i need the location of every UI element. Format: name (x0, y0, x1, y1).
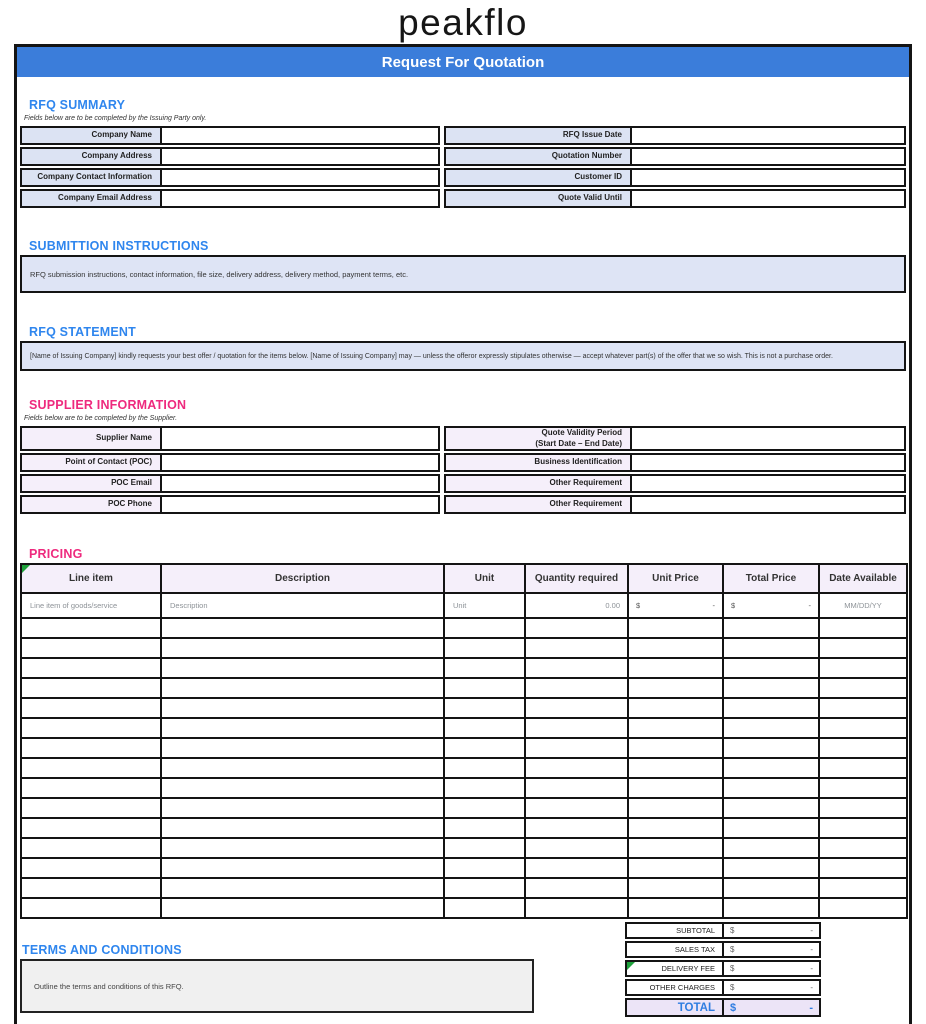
pricing-empty-row (21, 698, 907, 718)
pricing-empty-row (21, 718, 907, 738)
sales-tax-value[interactable]: $ - (730, 945, 813, 954)
pricing-empty-row (21, 878, 907, 898)
total-price-cell[interactable] (723, 718, 819, 738)
unit-cell[interactable] (444, 638, 525, 658)
unit-price-cell[interactable] (628, 818, 723, 838)
date-available-cell[interactable] (819, 678, 907, 698)
company-contact-field[interactable] (162, 170, 438, 185)
quantity-cell[interactable] (525, 638, 628, 658)
description-cell[interactable] (161, 898, 444, 918)
business-identification-field[interactable] (632, 455, 904, 470)
total-price-cell[interactable] (723, 758, 819, 778)
submission-instructions-heading: SUBMITTION INSTRUCTIONS (29, 239, 209, 253)
pricing-heading: PRICING (29, 547, 83, 561)
subtotal-row (625, 922, 821, 939)
pricing-table (20, 563, 908, 919)
total-price-cell[interactable] (723, 898, 819, 918)
terms-and-conditions-box[interactable] (20, 959, 534, 1013)
unit-price-cell[interactable]: $ - (628, 593, 723, 618)
pricing-empty-row (21, 818, 907, 838)
pricing-empty-row (21, 678, 907, 698)
unit-cell[interactable] (444, 838, 525, 858)
line-item-cell[interactable] (21, 678, 161, 698)
document-title: Request For Quotation (381, 53, 545, 71)
business-identification-label: Business Identification (446, 455, 632, 470)
unit-price-cell[interactable] (628, 738, 723, 758)
sales-tax-label: SALES TAX (627, 943, 724, 956)
unit-price-column-header: Unit Price (628, 564, 723, 593)
rfq-summary-heading: RFQ SUMMARY (29, 98, 126, 112)
line-item-cell[interactable] (21, 818, 161, 838)
company-email-label: Company Email Address (22, 191, 162, 206)
unit-price-cell[interactable] (628, 758, 723, 778)
quantity-cell[interactable] (525, 898, 628, 918)
rfq-statement-heading: RFQ STATEMENT (29, 325, 136, 339)
rfq-summary-fields (20, 126, 906, 208)
line-item-cell[interactable] (21, 718, 161, 738)
total-price-cell[interactable] (723, 818, 819, 838)
rfq-statement-text: [Name of Issuing Company] kindly requests your best offer / quotation for the items below. [Name of Issuing Company] may — unless the offeror expressly stipulates otherwise — accept whatever part(s) of the offer that we so wish. This is not a purchase order. (30, 352, 833, 360)
rfq-document (14, 44, 912, 1024)
totals-block (625, 922, 821, 1019)
submission-instructions-box[interactable] (20, 255, 906, 293)
poc-email-label: POC Email (22, 476, 162, 491)
line-item-cell[interactable] (21, 638, 161, 658)
other-requirement-1-field[interactable] (632, 476, 904, 491)
supplier-name-label: Supplier Name (22, 428, 162, 449)
description-cell[interactable] (161, 818, 444, 838)
quote-validity-period-field[interactable] (632, 428, 904, 449)
description-cell[interactable] (161, 678, 444, 698)
poc-email-field[interactable] (162, 476, 438, 491)
quantity-cell[interactable] (525, 738, 628, 758)
delivery-fee-row (625, 960, 821, 977)
pricing-empty-row (21, 658, 907, 678)
quote-valid-until-label: Quote Valid Until (446, 191, 632, 206)
company-email-field[interactable] (162, 191, 438, 206)
supplier-row (20, 453, 906, 472)
unit-price-cell[interactable] (628, 658, 723, 678)
unit-price-cell[interactable] (628, 898, 723, 918)
unit-cell[interactable] (444, 758, 525, 778)
quantity-cell[interactable] (525, 818, 628, 838)
total-price-cell[interactable] (723, 658, 819, 678)
description-cell[interactable] (161, 858, 444, 878)
line-item-cell[interactable] (21, 858, 161, 878)
date-available-cell[interactable] (819, 718, 907, 738)
quantity-column-header: Quantity required (525, 564, 628, 593)
pricing-table-body (21, 593, 907, 918)
customer-id-field[interactable] (632, 170, 904, 185)
peakflo-logo: peakflo (398, 2, 528, 43)
total-price-cell[interactable] (723, 798, 819, 818)
pricing-empty-row (21, 898, 907, 918)
supplier-information-heading: SUPPLIER INFORMATION (29, 398, 187, 412)
rfq-issue-date-field[interactable] (632, 128, 904, 143)
unit-cell[interactable] (444, 798, 525, 818)
quantity-cell[interactable] (525, 838, 628, 858)
submission-instructions-text: RFQ submission instructions, contact information, file size, delivery address, delivery method, payment terms, etc. (30, 269, 409, 279)
date-available-column-header: Date Available (819, 564, 907, 593)
description-cell[interactable] (161, 718, 444, 738)
summary-row (20, 126, 906, 145)
line-item-cell[interactable] (21, 798, 161, 818)
pricing-empty-row (21, 858, 907, 878)
unit-cell[interactable] (444, 618, 525, 638)
line-item-cell[interactable] (21, 758, 161, 778)
date-available-cell[interactable] (819, 798, 907, 818)
unit-cell[interactable] (444, 658, 525, 678)
description-cell[interactable] (161, 618, 444, 638)
poc-field[interactable] (162, 455, 438, 470)
date-available-cell[interactable] (819, 738, 907, 758)
delivery-fee-label: DELIVERY FEE (627, 962, 724, 975)
quantity-cell[interactable] (525, 678, 628, 698)
poc-label: Point of Contact (POC) (22, 455, 162, 470)
description-cell[interactable] (161, 698, 444, 718)
unit-cell[interactable] (444, 778, 525, 798)
line-item-cell[interactable] (21, 778, 161, 798)
quantity-cell[interactable] (525, 778, 628, 798)
unit-cell[interactable] (444, 698, 525, 718)
total-price-cell[interactable] (723, 838, 819, 858)
quantity-cell[interactable] (525, 618, 628, 638)
line-item-cell[interactable] (21, 898, 161, 918)
total-price-cell[interactable] (723, 778, 819, 798)
unit-price-cell[interactable] (628, 838, 723, 858)
line-item-cell[interactable] (21, 698, 161, 718)
supplier-information-note: Fields below are to be completed by the Supplier. (24, 415, 178, 422)
date-available-cell[interactable] (819, 858, 907, 878)
pricing-empty-row (21, 838, 907, 858)
unit-price-cell[interactable] (628, 638, 723, 658)
line-item-column-header: Line item (21, 564, 161, 593)
description-cell[interactable] (161, 778, 444, 798)
grand-total-value[interactable]: $ - (730, 1001, 813, 1014)
supplier-row (20, 474, 906, 493)
terms-and-conditions-heading: TERMS AND CONDITIONS (22, 943, 182, 957)
pricing-empty-row (21, 778, 907, 798)
line-item-cell[interactable] (21, 878, 161, 898)
quantity-cell[interactable] (525, 878, 628, 898)
description-cell[interactable] (161, 638, 444, 658)
grand-total-label: TOTAL (627, 1000, 724, 1015)
pricing-empty-row (21, 738, 907, 758)
unit-price-cell[interactable] (628, 858, 723, 878)
line-item-cell[interactable] (21, 618, 161, 638)
quotation-number-label: Quotation Number (446, 149, 632, 164)
poc-phone-label: POC Phone (22, 497, 162, 512)
pricing-empty-row (21, 798, 907, 818)
subtotal-value[interactable]: $ - (730, 926, 813, 935)
grand-total-row (625, 998, 821, 1017)
supplier-name-field[interactable] (162, 428, 438, 449)
total-price-cell[interactable] (723, 878, 819, 898)
quantity-cell[interactable] (525, 658, 628, 678)
pricing-empty-row (21, 618, 907, 638)
description-cell[interactable] (161, 738, 444, 758)
other-requirement-2-label: Other Requirement (446, 497, 632, 512)
total-price-column-header: Total Price (723, 564, 819, 593)
other-charges-value[interactable]: $ - (730, 983, 813, 992)
unit-price-cell[interactable] (628, 778, 723, 798)
rfq-summary-note: Fields below are to be completed by the Issuing Party only. (24, 115, 207, 122)
total-price-cell[interactable] (723, 698, 819, 718)
description-cell[interactable]: Description (161, 593, 444, 618)
delivery-fee-value[interactable]: $ - (730, 964, 813, 973)
summary-row (20, 147, 906, 166)
unit-cell[interactable] (444, 738, 525, 758)
line-item-cell[interactable] (21, 738, 161, 758)
total-price-cell[interactable] (723, 858, 819, 878)
sales-tax-row (625, 941, 821, 958)
supplier-row (20, 495, 906, 514)
unit-price-cell[interactable] (628, 798, 723, 818)
quantity-cell[interactable] (525, 758, 628, 778)
company-name-label: Company Name (22, 128, 162, 143)
poc-phone-field[interactable] (162, 497, 438, 512)
date-available-cell[interactable] (819, 778, 907, 798)
description-cell[interactable] (161, 758, 444, 778)
date-available-cell[interactable] (819, 758, 907, 778)
customer-id-label: Customer ID (446, 170, 632, 185)
date-available-cell[interactable] (819, 818, 907, 838)
unit-cell[interactable] (444, 718, 525, 738)
unit-price-cell[interactable] (628, 678, 723, 698)
company-address-field[interactable] (162, 149, 438, 164)
bottom-section (20, 920, 906, 1024)
date-available-cell[interactable] (819, 878, 907, 898)
description-cell[interactable] (161, 878, 444, 898)
quote-validity-period-label: Quote Validity Period (Start Date – End Date) (446, 428, 632, 449)
summary-row (20, 189, 906, 208)
other-requirement-2-field[interactable] (632, 497, 904, 512)
quotation-number-field[interactable] (632, 149, 904, 164)
pricing-empty-row (21, 638, 907, 658)
unit-price-cell[interactable] (628, 718, 723, 738)
quote-valid-until-field[interactable] (632, 191, 904, 206)
quantity-cell[interactable] (525, 858, 628, 878)
line-item-cell[interactable] (21, 838, 161, 858)
pricing-header-row (21, 564, 907, 593)
date-available-cell[interactable] (819, 898, 907, 918)
other-charges-row (625, 979, 821, 996)
date-available-cell[interactable] (819, 638, 907, 658)
company-contact-label: Company Contact Information (22, 170, 162, 185)
other-charges-label: OTHER CHARGES (627, 981, 724, 994)
subtotal-label: SUBTOTAL (627, 924, 724, 937)
description-cell[interactable] (161, 658, 444, 678)
company-name-field[interactable] (162, 128, 438, 143)
line-item-cell[interactable] (21, 658, 161, 678)
terms-and-conditions-text: Outline the terms and conditions of this RFQ. (34, 981, 184, 991)
description-column-header: Description (161, 564, 444, 593)
date-available-cell[interactable] (819, 658, 907, 678)
total-price-cell[interactable] (723, 738, 819, 758)
date-available-cell[interactable]: MM/DD/YY (819, 593, 907, 618)
summary-row (20, 168, 906, 187)
date-available-cell[interactable] (819, 618, 907, 638)
quantity-cell[interactable] (525, 718, 628, 738)
total-price-cell[interactable] (723, 678, 819, 698)
supplier-row (20, 426, 906, 451)
quantity-cell[interactable]: 0.00 (525, 593, 628, 618)
unit-cell[interactable] (444, 858, 525, 878)
quantity-cell[interactable] (525, 798, 628, 818)
pricing-placeholder-row (21, 593, 907, 618)
line-item-cell[interactable]: Line item of goods/service (21, 593, 161, 618)
description-cell[interactable] (161, 838, 444, 858)
unit-cell[interactable] (444, 818, 525, 838)
total-price-cell[interactable] (723, 618, 819, 638)
unit-price-cell[interactable] (628, 698, 723, 718)
rfq-statement-box[interactable] (20, 341, 906, 371)
unit-cell[interactable]: Unit (444, 593, 525, 618)
unit-column-header: Unit (444, 564, 525, 593)
supplier-information-fields (20, 426, 906, 514)
cell-error-triangle-icon (627, 962, 635, 970)
title-banner (17, 47, 909, 77)
unit-cell[interactable] (444, 898, 525, 918)
unit-cell[interactable] (444, 878, 525, 898)
description-cell[interactable] (161, 798, 444, 818)
date-available-cell[interactable] (819, 838, 907, 858)
other-requirement-1-label: Other Requirement (446, 476, 632, 491)
quantity-cell[interactable] (525, 698, 628, 718)
unit-price-cell[interactable] (628, 618, 723, 638)
cell-error-triangle-icon (22, 565, 30, 573)
unit-price-cell[interactable] (628, 878, 723, 898)
rfq-issue-date-label: RFQ Issue Date (446, 128, 632, 143)
unit-cell[interactable] (444, 678, 525, 698)
date-available-cell[interactable] (819, 698, 907, 718)
pricing-empty-row (21, 758, 907, 778)
total-price-cell[interactable]: $ - (723, 593, 819, 618)
total-price-cell[interactable] (723, 638, 819, 658)
company-address-label: Company Address (22, 149, 162, 164)
